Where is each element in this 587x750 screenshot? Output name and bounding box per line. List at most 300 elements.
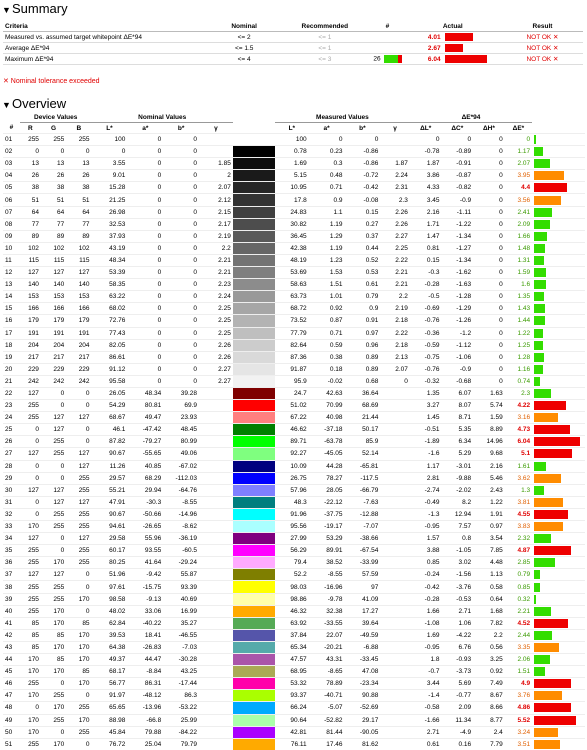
- color-swatch: [233, 569, 275, 580]
- delta-e-bar-cell: [532, 726, 585, 738]
- cell-bb: 0: [163, 339, 199, 351]
- delta-e-bar-cell: [532, 460, 585, 472]
- color-swatch-cell: [233, 158, 275, 170]
- delta-e-value: 3.81: [505, 496, 532, 508]
- color-swatch: [233, 315, 275, 326]
- delta-e-bar: [534, 232, 547, 241]
- cell-n: 13: [3, 279, 20, 291]
- color-swatch: [233, 352, 275, 363]
- cell-mL: 98.86: [275, 593, 309, 605]
- table-row: [3, 557, 585, 569]
- result-cell: NOT OK ✕: [502, 54, 583, 65]
- result-header: Result: [502, 21, 583, 32]
- cell-n: 40: [3, 605, 20, 617]
- cell-mg: [380, 641, 410, 653]
- cell-mb: 0.15: [345, 206, 381, 218]
- cell-r: 140: [20, 279, 41, 291]
- delta-e-bar-cell: [532, 267, 585, 279]
- cell-b: 255: [66, 521, 91, 533]
- cell-r: 255: [20, 557, 41, 569]
- cell-bb: 55.87: [163, 569, 199, 581]
- cell-a: 55.96: [127, 533, 163, 545]
- cell-dH: 7.85: [473, 545, 505, 557]
- cell-b: 140: [66, 279, 91, 291]
- cell-mg: [380, 666, 410, 678]
- cell-ma: 81.44: [309, 726, 345, 738]
- cell-gam: [199, 400, 233, 412]
- table-row: [3, 303, 585, 315]
- cell-dL: -0.7: [410, 666, 442, 678]
- cell-L: 63.22: [92, 291, 128, 303]
- cell-dH: 2.43: [473, 484, 505, 496]
- color-swatch-cell: [233, 400, 275, 412]
- cell-g: 0: [41, 387, 66, 399]
- cell-b: 13: [66, 158, 91, 170]
- result-cell: NOT OK ✕: [502, 43, 583, 54]
- cell-mL: 87.36: [275, 351, 309, 363]
- color-swatch-cell: [233, 254, 275, 266]
- cell-n: 19: [3, 351, 20, 363]
- delta-e-bar-cell: [532, 496, 585, 508]
- cell-mb: 21.44: [345, 412, 381, 424]
- cell-L: 68.67: [92, 412, 128, 424]
- cell-n: 18: [3, 339, 20, 351]
- cell-L: 88.98: [92, 714, 128, 726]
- cell-mL: 95.9: [275, 375, 309, 387]
- cell-dL: -1.08: [410, 617, 442, 629]
- cell-g: 255: [41, 134, 66, 146]
- cell-mb: 36.64: [345, 387, 381, 399]
- color-swatch: [233, 279, 275, 290]
- table-row: [3, 484, 585, 496]
- cell-g: 127: [41, 424, 66, 436]
- cell-dH: 0: [473, 182, 505, 194]
- cell-dL: -0.49: [410, 496, 442, 508]
- cell-b: 0: [66, 387, 91, 399]
- cell-bb: -30.28: [163, 654, 199, 666]
- table-row: [3, 617, 585, 629]
- cell-dL: 3.44: [410, 678, 442, 690]
- cell-r: 255: [20, 400, 41, 412]
- color-swatch-cell: [233, 472, 275, 484]
- delta-e-bar-cell: [532, 134, 585, 146]
- actual-cell: 6.04: [404, 54, 443, 65]
- cell-b: 255: [66, 508, 91, 520]
- cell-n: 15: [3, 303, 20, 315]
- delta-e-value: 3.24: [505, 726, 532, 738]
- delta-e-bar: [534, 498, 563, 507]
- cell-mg: [380, 412, 410, 424]
- cell-mg: 2.21: [380, 279, 410, 291]
- cell-bb: 43.25: [163, 666, 199, 678]
- cell-dH: 1.59: [473, 412, 505, 424]
- collapse-triangle-icon[interactable]: ▼: [2, 5, 11, 15]
- color-swatch: [233, 146, 275, 157]
- cell-b: 115: [66, 254, 91, 266]
- cell-ma: 40.98: [309, 412, 345, 424]
- cell-n: 10: [3, 242, 20, 254]
- cell-mb: 52.14: [345, 448, 381, 460]
- delta-e-value: 1.3: [505, 484, 532, 496]
- cell-bb: 0: [163, 267, 199, 279]
- cell-r: 191: [20, 327, 41, 339]
- cell-b: 255: [66, 726, 91, 738]
- summary-table: [3, 21, 583, 65]
- delta-e-bar-cell: [532, 593, 585, 605]
- cell-L: 56.77: [92, 678, 128, 690]
- cell-dC: -1.28: [441, 291, 473, 303]
- table-row: [3, 230, 585, 242]
- cell-g: 242: [41, 375, 66, 387]
- cell-bb: -8.55: [163, 496, 199, 508]
- color-swatch-cell: [233, 351, 275, 363]
- cell-gam: 2.25: [199, 315, 233, 327]
- color-swatch: [233, 581, 275, 592]
- cell-dL: -1.89: [410, 436, 442, 448]
- cell-mL: 58.63: [275, 279, 309, 291]
- cell-b: 0: [66, 146, 91, 158]
- color-swatch: [233, 388, 275, 399]
- delta-e-bar-cell: [532, 641, 585, 653]
- delta-e-bar-cell: [532, 206, 585, 218]
- cell-b: 0: [66, 569, 91, 581]
- cell-bb: -17.44: [163, 678, 199, 690]
- cell-bb: 49.06: [163, 448, 199, 460]
- table-row: [3, 254, 585, 266]
- cell-b: 170: [66, 654, 91, 666]
- cell-b: 229: [66, 363, 91, 375]
- cell-mb: 0: [345, 134, 381, 146]
- table-row: [3, 206, 585, 218]
- delta-e-bar-cell: [532, 581, 585, 593]
- cell-dH: 2.16: [473, 460, 505, 472]
- color-swatch-cell: [233, 412, 275, 424]
- cell-b: 85: [66, 666, 91, 678]
- cell-b: 255: [66, 472, 91, 484]
- delta-e-value: 2.85: [505, 557, 532, 569]
- cell-dL: 3.86: [410, 170, 442, 182]
- cell-b: 102: [66, 242, 91, 254]
- cell-L: 37.93: [92, 230, 128, 242]
- summary-heading[interactable]: [0, 0, 587, 18]
- cell-r: 229: [20, 363, 41, 375]
- cell-n: 06: [3, 194, 20, 206]
- cell-r: 0: [20, 472, 41, 484]
- cell-gam: [199, 412, 233, 424]
- cell-a: 41.64: [127, 557, 163, 569]
- cell-bb: 0: [163, 218, 199, 230]
- cell-mb: 0.89: [345, 351, 381, 363]
- cell-dL: 2.81: [410, 472, 442, 484]
- cell-gam: [199, 702, 233, 714]
- cell-gam: 2.17: [199, 218, 233, 230]
- column-header: B: [76, 124, 82, 132]
- table-row: [3, 726, 585, 738]
- cell-dC: -3.01: [441, 460, 473, 472]
- cell-mb: -38.66: [345, 533, 381, 545]
- color-swatch: [233, 376, 275, 387]
- measured-values-header: Measured Values: [275, 112, 410, 123]
- cell-a: 48.34: [127, 387, 163, 399]
- cell-ma: 0.18: [309, 363, 345, 375]
- cell-g: 170: [41, 617, 66, 629]
- collapse-triangle-icon[interactable]: ▼: [2, 100, 11, 110]
- cell-mb: -117.5: [345, 472, 381, 484]
- cell-bb: 0: [163, 158, 199, 170]
- cell-mg: [380, 134, 410, 146]
- cell-g: 0: [41, 400, 66, 412]
- delta-e-value: 4.55: [505, 508, 532, 520]
- delta-e-bar-cell: [532, 508, 585, 520]
- cell-dL: 1.35: [410, 387, 442, 399]
- table-row: [3, 412, 585, 424]
- cell-g: 153: [41, 291, 66, 303]
- delta-e-value: 1.25: [505, 339, 532, 351]
- column-header: γ: [393, 124, 397, 132]
- cell-mL: 56.29: [275, 545, 309, 557]
- cell-mg: 2.13: [380, 351, 410, 363]
- table-row: [3, 134, 585, 146]
- cell-dL: -0.95: [410, 641, 442, 653]
- delta-e-value: 4.73: [505, 424, 532, 436]
- delta-e-bar: [534, 703, 571, 712]
- cell-mb: 0.52: [345, 254, 381, 266]
- cell-dC: 2.09: [441, 702, 473, 714]
- column-header: a*: [142, 124, 149, 132]
- cell-dC: -1.11: [441, 206, 473, 218]
- delta-e-value: 3.62: [505, 472, 532, 484]
- cell-L: 90.67: [92, 508, 128, 520]
- color-swatch: [233, 436, 275, 447]
- delta-e-bar: [534, 558, 555, 567]
- delta-e-bar-cell: [532, 448, 585, 460]
- delta-e-value: 4.22: [505, 400, 532, 412]
- cell-gam: [199, 557, 233, 569]
- criteria-cell: Average ΔE*94: [3, 43, 210, 54]
- color-swatch-cell: [233, 738, 275, 750]
- cell-g: 255: [41, 508, 66, 520]
- cell-mL: 91.87: [275, 363, 309, 375]
- delta-e-bar: [534, 522, 563, 531]
- cell-b: 170: [66, 641, 91, 653]
- cell-dL: 1.66: [410, 605, 442, 617]
- cell-dL: 1.69: [410, 629, 442, 641]
- cell-b: 255: [66, 702, 91, 714]
- delta-e-value: 1.61: [505, 460, 532, 472]
- cell-dH: 1.91: [473, 508, 505, 520]
- cell-b: 255: [66, 134, 91, 146]
- cell-mb: -65.81: [345, 460, 381, 472]
- cell-gam: 2: [199, 170, 233, 182]
- tolerance-note: ✕ Nominal tolerance exceeded: [3, 78, 100, 85]
- cell-n: 25: [3, 424, 20, 436]
- cell-ma: 22.07: [309, 629, 345, 641]
- cell-gam: 2.23: [199, 279, 233, 291]
- delta-e-bar: [534, 619, 568, 628]
- cell-bb: 0: [163, 375, 199, 387]
- cell-g: 255: [41, 593, 66, 605]
- cell-dL: 1.57: [410, 533, 442, 545]
- cell-dL: 0.61: [410, 738, 442, 750]
- cell-b: 191: [66, 327, 91, 339]
- delta-e-bar: [534, 220, 550, 229]
- cell-dL: 1.47: [410, 230, 442, 242]
- cell-dH: 8.89: [473, 424, 505, 436]
- color-swatch: [233, 690, 275, 701]
- cell-r: 26: [20, 170, 41, 182]
- cell-dH: 8.77: [473, 714, 505, 726]
- cell-L: 26.05: [92, 387, 128, 399]
- cell-mb: -0.72: [345, 170, 381, 182]
- cell-gam: [199, 569, 233, 581]
- color-swatch-cell: [233, 484, 275, 496]
- cell-a: 0: [127, 291, 163, 303]
- cell-mg: 1.87: [380, 158, 410, 170]
- cell-dH: 0: [473, 206, 505, 218]
- cell-a: 0: [127, 254, 163, 266]
- delta-e-value: 1.43: [505, 303, 532, 315]
- cell-a: -8.84: [127, 666, 163, 678]
- color-swatch-cell: [233, 194, 275, 206]
- delta-e-bar: [534, 486, 544, 495]
- cell-gam: [199, 448, 233, 460]
- delta-e-value: 0.32: [505, 593, 532, 605]
- cell-dC: -4.9: [441, 726, 473, 738]
- cell-a: 0: [127, 194, 163, 206]
- color-swatch: [233, 243, 275, 254]
- cell-bb: 40.69: [163, 593, 199, 605]
- cell-a: 0: [127, 182, 163, 194]
- cell-g: 170: [41, 641, 66, 653]
- cell-mb: -0.08: [345, 194, 381, 206]
- delta-e-value: 3.16: [505, 412, 532, 424]
- table-row: [3, 400, 585, 412]
- cell-r: 255: [20, 545, 41, 557]
- cell-b: 127: [66, 533, 91, 545]
- delta-e-bar-cell: [532, 315, 585, 327]
- cell-g: 0: [41, 460, 66, 472]
- cell-dH: 3.25: [473, 654, 505, 666]
- cell-dL: -0.58: [410, 702, 442, 714]
- cell-r: 102: [20, 242, 41, 254]
- cell-ma: 70.99: [309, 400, 345, 412]
- cell-L: 68.17: [92, 666, 128, 678]
- cell-r: 255: [20, 605, 41, 617]
- cell-g: 127: [41, 569, 66, 581]
- cell-dC: 12.94: [441, 508, 473, 520]
- cell-a: -9.42: [127, 569, 163, 581]
- delta-e-bar: [534, 643, 559, 652]
- delta-e-value: 3.56: [505, 194, 532, 206]
- cell-mL: 93.37: [275, 690, 309, 702]
- cell-mL: 91.96: [275, 508, 309, 520]
- table-row: [3, 351, 585, 363]
- cell-dC: -1.22: [441, 218, 473, 230]
- cell-a: 0: [127, 158, 163, 170]
- cell-g: 170: [41, 605, 66, 617]
- delta-e-value: 3.83: [505, 521, 532, 533]
- delta-e-bar-cell: [532, 569, 585, 581]
- cell-dH: 0.56: [473, 641, 505, 653]
- table-row: [3, 666, 585, 678]
- delta-e-bar: [534, 462, 546, 471]
- delta-e-value: 5.1: [505, 448, 532, 460]
- cell-r: 170: [20, 654, 41, 666]
- cell-mb: -12.88: [345, 508, 381, 520]
- cell-b: 127: [66, 267, 91, 279]
- delta-e-bar: [534, 304, 545, 313]
- overview-title: Overview: [12, 96, 67, 111]
- cell-g: 255: [41, 448, 66, 460]
- cell-b: 255: [66, 557, 91, 569]
- cell-L: 77.43: [92, 327, 128, 339]
- cell-mL: 89.71: [275, 436, 309, 448]
- cell-gam: 2.21: [199, 267, 233, 279]
- cell-mg: [380, 460, 410, 472]
- table-row: [3, 375, 585, 387]
- cell-dL: -0.36: [410, 327, 442, 339]
- table-row: [3, 339, 585, 351]
- delta-e-bar: [534, 208, 552, 217]
- cell-g: 127: [41, 484, 66, 496]
- cell-dH: 0: [473, 194, 505, 206]
- cell-n: 05: [3, 182, 20, 194]
- cell-bb: 0: [163, 303, 199, 315]
- delta-e-bar: [534, 546, 571, 555]
- color-swatch: [233, 400, 275, 411]
- cell-mg: [380, 557, 410, 569]
- cell-a: -55.65: [127, 448, 163, 460]
- cell-ma: 1.23: [309, 254, 345, 266]
- cell-dC: -1.34: [441, 254, 473, 266]
- cell-r: 217: [20, 351, 41, 363]
- cell-mb: 0.79: [345, 291, 381, 303]
- cell-ma: 0.23: [309, 146, 345, 158]
- cell-a: 33.06: [127, 605, 163, 617]
- cell-mg: [380, 387, 410, 399]
- cell-g: 255: [41, 714, 66, 726]
- nominal-cell: <= 4: [210, 54, 278, 65]
- cell-mL: 53.32: [275, 678, 309, 690]
- cell-mb: 57.59: [345, 569, 381, 581]
- cell-n: 26: [3, 436, 20, 448]
- cell-g: 0: [41, 146, 66, 158]
- recommended-cell: <= 1: [278, 43, 371, 54]
- color-swatch-cell: [233, 146, 275, 158]
- result-cell: NOT OK ✕: [502, 32, 583, 43]
- cell-dL: -1.6: [410, 448, 442, 460]
- color-swatch-cell: [233, 654, 275, 666]
- cell-ma: -19.17: [309, 521, 345, 533]
- color-swatch: [233, 642, 275, 653]
- cell-mL: 24.83: [275, 206, 309, 218]
- cell-r: 127: [20, 387, 41, 399]
- cell-n: 08: [3, 218, 20, 230]
- table-row: [3, 194, 585, 206]
- overview-heading[interactable]: [0, 95, 66, 113]
- cell-dL: 3.45: [410, 194, 442, 206]
- color-swatch-cell: [233, 508, 275, 520]
- criteria-cell: Maximum ΔE*94: [3, 54, 210, 65]
- cell-a: -9.13: [127, 593, 163, 605]
- cell-dH: 0: [473, 254, 505, 266]
- cell-bb: -14.96: [163, 508, 199, 520]
- color-swatch-cell: [233, 629, 275, 641]
- cell-dL: -0.32: [410, 375, 442, 387]
- cell-bb: 25.99: [163, 714, 199, 726]
- cell-gam: 2.26: [199, 339, 233, 351]
- cell-dC: 2.71: [441, 605, 473, 617]
